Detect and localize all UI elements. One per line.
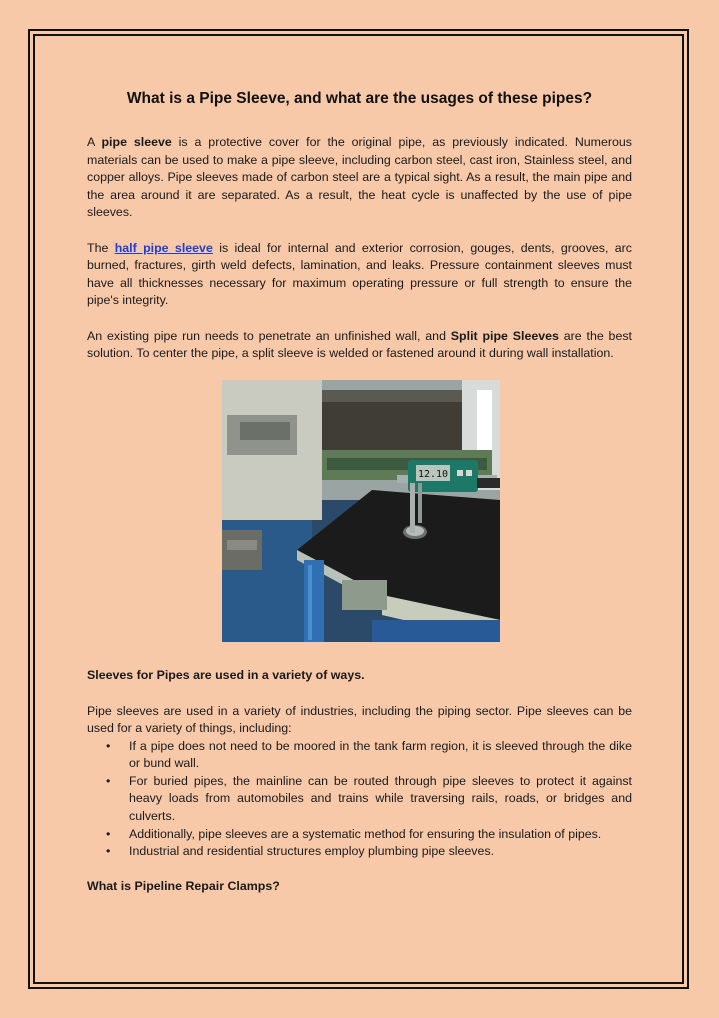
uses-list	[87, 738, 632, 861]
half-pipe-sleeve-link[interactable]: half pipe sleeve	[114, 240, 213, 255]
article-title: What is a Pipe Sleeve, and what are the usages of these pipes?	[126, 90, 593, 107]
list-item-text: For buried pipes, the mainline can be routed through pipe sleeves to protect it against heavy loads from automobiles and trains while traversing rails, roads, or bridges and culverts.	[129, 773, 632, 824]
para2-pre: The	[87, 240, 115, 255]
para3-pre: An existing pipe run needs to penetrate an unfinished wall, and	[87, 328, 451, 343]
list-item	[106, 773, 632, 826]
section-intro: Pipe sleeves are used in a variety of industries, including the piping sector. Pipe sleeves can be used for a variety of things, including:	[87, 703, 632, 736]
para2-post: is ideal for internal and exterior corrosion, gouges, dents, grooves, arc burned, fractures, girth weld defects, lamination, and leaks. Pressure containment sleeves must have all thicknesses necessary for maximum operating pressure or full strength to ensure the pipe's integrity.	[87, 240, 632, 308]
section-heading-repair-clamps: What is Pipeline Repair Clamps?	[87, 879, 280, 894]
list-item-text: Additionally, pipe sleeves are a systematic method for ensuring the insulation of pipes.	[129, 826, 602, 841]
para1-post: is a protective cover for the original pipe, as previously indicated. Numerous materials can be used to make a pipe sleeve, including carbon steel, cast iron, Stainless steel, and copper alloys. Pipe sleeves made of carbon steel are a typical sight. As a result, the main pipe and the area around it are separated. As a result, the heat cycle is unaffected by the use of pipe sleeves.	[87, 135, 632, 220]
bullet-icon: •	[106, 773, 111, 788]
pipe-sleeve-caliper-photo	[222, 380, 500, 642]
section-heading-sleeves-uses: Sleeves for Pipes are used in a variety of ways.	[87, 668, 365, 683]
para3-post: are the best solution. To center the pipe, a split sleeve is welded or fastened around it during wall installation.	[87, 328, 632, 361]
list-item	[106, 738, 632, 773]
list-item	[106, 843, 632, 861]
para1-pre: A	[87, 135, 102, 149]
paragraph-pipe-sleeve	[87, 134, 632, 222]
bullet-icon: •	[106, 738, 111, 753]
list-item-text: Industrial and residential structures employ plumbing pipe sleeves.	[129, 844, 495, 859]
bullet-icon: •	[106, 844, 111, 859]
pipe-sleeve-term: pipe sleeve	[101, 135, 172, 149]
bullet-icon: •	[106, 826, 111, 841]
paragraph-split-pipe-sleeves	[87, 328, 632, 363]
list-item	[106, 826, 632, 844]
list-item-text: If a pipe does not need to be moored in the tank farm region, it is sleeved through the dike or bund wall.	[129, 738, 632, 771]
caliper-display-value: 12.10	[417, 469, 448, 481]
paragraph-half-pipe-sleeve	[87, 240, 632, 310]
split-pipe-sleeves-term: Split pipe Sleeves	[450, 328, 559, 343]
article-content	[87, 88, 632, 914]
